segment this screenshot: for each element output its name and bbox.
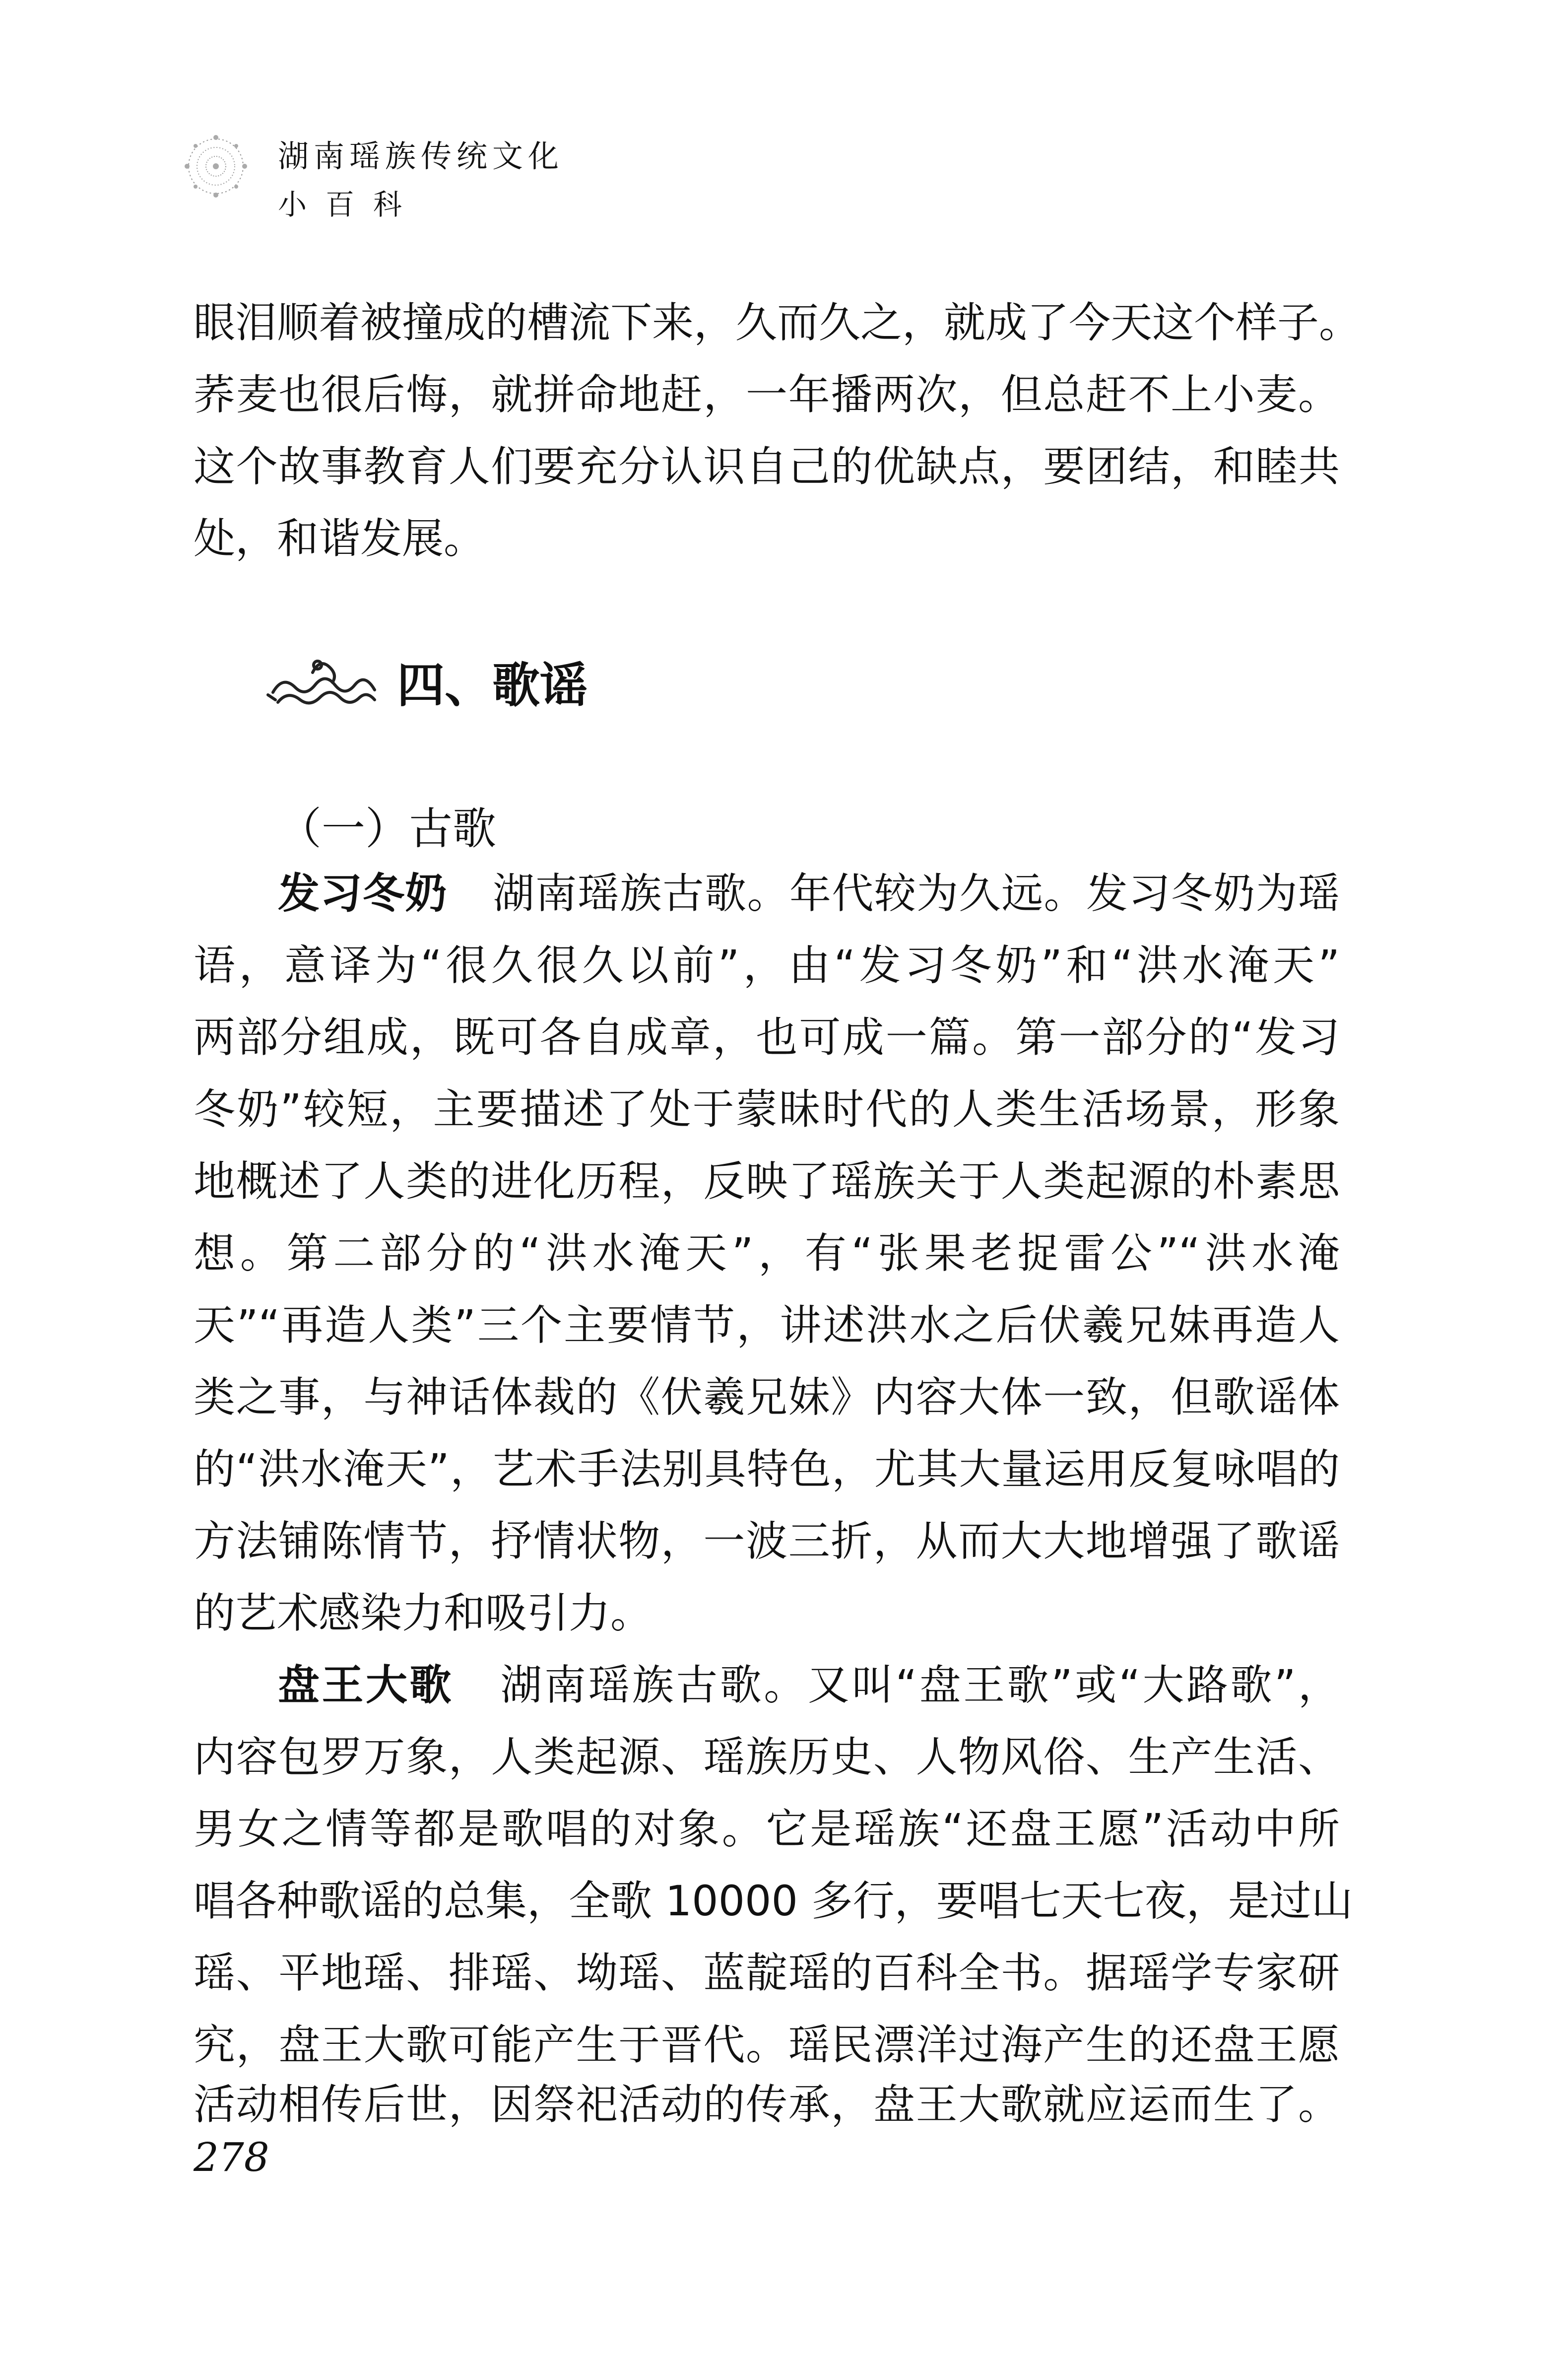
paragraph-line: 想。第二部分的“洪水淹天”，有“张果老捉雷公”“洪水淹 [194, 1229, 1340, 1278]
entry-text: 湖南瑶族古歌。又叫“盘王歌”或“大路歌”， [498, 1661, 1340, 1709]
page-number: 278 [194, 2134, 269, 2180]
paragraph-line: 的艺术感染力和吸引力。 [194, 1589, 653, 1637]
paragraph-line: 瑶、平地瑶、排瑶、坳瑶、蓝靛瑶的百科全书。据瑶学专家研 [194, 1949, 1340, 1997]
paragraph-line: 语，意译为“很久很久以前”，由“发习冬奶”和“洪水淹天” [194, 941, 1340, 990]
paragraph-line: 活动相传后世，因祭祀活动的传承，盘王大歌就应运而生了。 [194, 2080, 1340, 2129]
subsection-title: （一）古歌 [278, 803, 497, 854]
paragraph-line: 荞麦也很后悔，就拼命地赶，一年播两次，但总赶不上小麦。 [194, 370, 1340, 419]
paragraph-line: 男女之情等都是歌唱的对象。它是瑶族“还盘王愿”活动中所 [194, 1805, 1340, 1853]
entry-term: 发习冬奶 [278, 869, 448, 918]
section-ornament-icon [258, 645, 387, 720]
paragraph-line: 眼泪顺着被撞成的槽流下来，久而久之，就成了今天这个样子。 [194, 298, 1361, 347]
paragraph-line: 地概述了人类的进化历程，反映了瑶族关于人类起源的朴素思 [194, 1157, 1340, 1206]
paragraph-line: 究，盘王大歌可能产生于晋代。瑶民漂洋过海产生的还盘王愿 [194, 2021, 1340, 2069]
paragraph-line: 两部分组成，既可各自成章，也可成一篇。第一部分的“发习 [194, 1013, 1340, 1062]
entry-first-line [278, 864, 1340, 923]
entry-first-line [278, 1655, 1340, 1715]
paragraph-line: 冬奶”较短，主要描述了处于蒙昧时代的人类生活场景，形象 [194, 1085, 1340, 1134]
paragraph-line: 这个故事教育人们要充分认识自己的优缺点，要团结，和睦共 [194, 442, 1340, 491]
section-title: 四、歌谣 [397, 658, 588, 713]
series-subtitle: 小百科 [278, 188, 421, 221]
paragraph-line: 方法铺陈情节，抒情状物，一波三折，从而大大地增强了歌谣 [194, 1517, 1340, 1565]
entry-text: 湖南瑶族古歌。年代较为久远。发习冬奶为瑶 [492, 869, 1340, 918]
paragraph-line: 内容包罗万象，人类起源、瑶族历史、人物风俗、生产生活、 [194, 1733, 1340, 1781]
paragraph-line: 唱各种歌谣的总集，全歌 10000 多行，要唱七天七夜，是过山 [194, 1877, 1353, 1925]
paragraph-line: 处，和谐发展。 [194, 514, 486, 563]
floral-ornament-icon [174, 127, 258, 206]
series-title: 湖南瑶族传统文化 [278, 138, 564, 174]
paragraph-line: 天”“再造人类”三个主要情节，讲述洪水之后伏羲兄妹再造人 [194, 1301, 1340, 1350]
paragraph-line: 的“洪水淹天”，艺术手法别具特色，尤其大量运用反复咏唱的 [194, 1445, 1340, 1493]
entry-term: 盘王大歌 [278, 1661, 454, 1709]
paragraph-line: 类之事，与神话体裁的《伏羲兄妹》内容大体一致，但歌谣体 [194, 1373, 1340, 1421]
